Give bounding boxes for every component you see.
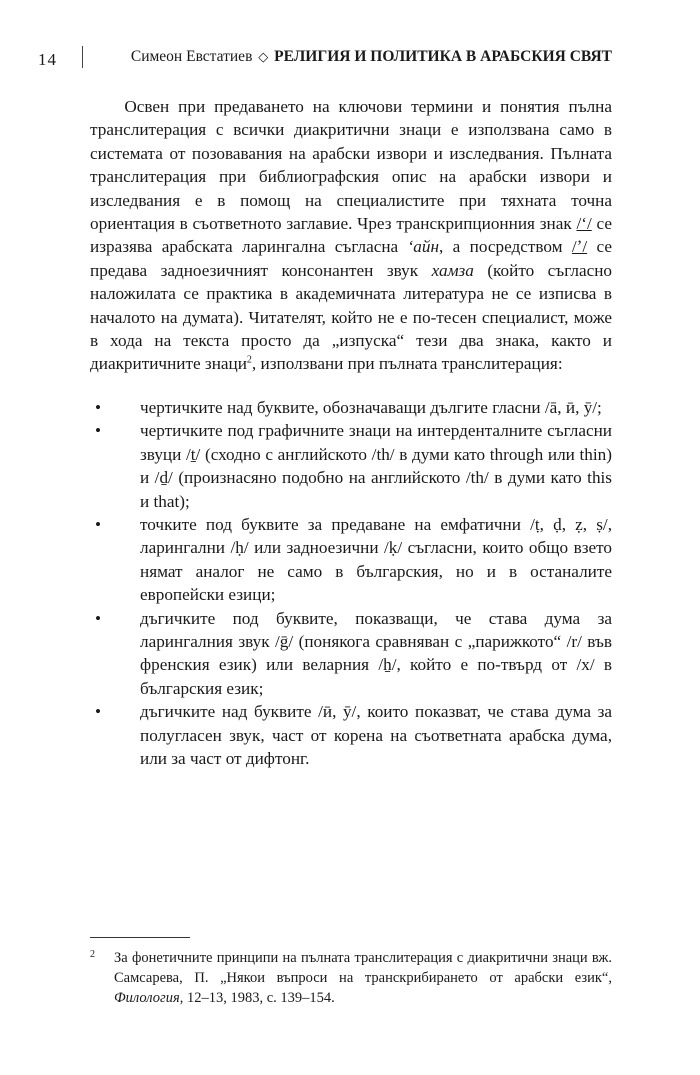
footnote: [90, 948, 612, 1008]
paragraph: [90, 95, 612, 376]
text-run: За фонетичните принципи на пълната транслитерация с диакритични знаци вж. Самсарева, П. „Някои въпроси на транскрибирането от арабски език“,: [114, 950, 612, 986]
footnote-marker: 2: [90, 949, 95, 960]
list-item-text: чертичките под графичните знаци на интерденталните съгласни звуци /ṯ/ (сходно с английското /th/ в думи като through или thin) и /ḏ/ (произнасяно подобно на английското /th/ в думи като this и that);: [140, 421, 612, 511]
bullet-list: [90, 396, 612, 771]
diamond-separator-icon: ◇: [258, 49, 269, 64]
list-item-text: дъгичките над буквите /ӣ, ӯ/, които показват, че става дума за полугласен звук, част от корена на съответната арабска дума, или за част от дифтонг.: [140, 702, 612, 768]
running-header: [38, 46, 612, 70]
list-item: [90, 607, 612, 701]
text-run: , използвани при пълната транслитерация:: [251, 354, 563, 374]
bullet-icon: •: [95, 608, 102, 628]
journal-title: Филология: [114, 990, 180, 1006]
text-run: , 12–13, 1983, с. 139–154.: [179, 990, 335, 1006]
author-name: Симеон Евстатиев: [130, 48, 253, 65]
text-run: Освен при предаването на ключови термини и понятия пълна транслитерация с всички диакритични знаци е използвана само в системата от позовавания на арабски извори и изследвания. Пълната транслитерация при библиографския опис на арабски извори и изследвания е в помощ на специалистите при тяхната точна ориентация в съответното заглавие. Чрез транскрипционния знак: [90, 97, 612, 234]
book-title: РЕЛИГИЯ И ПОЛИТИКА В АРАБСКИЯ СВЯТ: [274, 48, 612, 65]
bullet-icon: •: [95, 702, 102, 722]
text-run: (който съгласно наложилата се практика в академичната литература не се изписва в началото на думата). Читателят, който не е по-тесен специалист, може в хода на текста просто да „изпуска“ тези два знака, както и диакритичните знаци: [90, 260, 612, 374]
footnote-text: [90, 948, 612, 1008]
footnote-divider: [90, 937, 190, 938]
bullet-icon: •: [95, 421, 102, 441]
ayn-sign: /ʻ/: [576, 214, 592, 234]
ayn-term: ʻайн: [407, 237, 439, 257]
list-item-text: чертичките над буквите, обозначаващи дългите гласни /ā, ӣ, ӯ/;: [140, 397, 602, 417]
page-number: 14: [38, 50, 57, 69]
list-item-text: точките под буквите за предаване на емфатични /ṭ, ḍ, ẓ, ṣ/, ларингални /ḥ/ или задноезични /ḳ/ съгласни, които общо взето нямат аналог не само в българския, но и в останалите европейски езици;: [140, 514, 612, 605]
bullet-icon: •: [95, 514, 102, 534]
list-item-text: дъгичките под буквите, показващи, че става дума за ларингалния звук /ḡ/ (понякога сравняван с „парижкото“ /r/ във френския език) или веларния /ẖ/, който е по-твърд от /х/ в българския език;: [140, 608, 612, 698]
list-item: [90, 513, 612, 607]
footnote-reference[interactable]: 2: [246, 354, 252, 366]
main-text: [90, 95, 612, 770]
text-run: , а посредством: [438, 237, 572, 257]
list-item: [90, 419, 612, 513]
list-item: [90, 700, 612, 770]
text-run: се предава задноезичният консонантен звук: [90, 237, 613, 280]
hamza-term: хамза: [431, 260, 474, 280]
text-run: се изразява арабската ларингална съгласна: [90, 214, 613, 257]
hamza-sign: /ʼ/: [571, 237, 588, 257]
header-divider: [82, 46, 83, 68]
list-item: [90, 396, 612, 419]
bullet-icon: •: [95, 397, 102, 417]
running-head: [131, 48, 612, 66]
